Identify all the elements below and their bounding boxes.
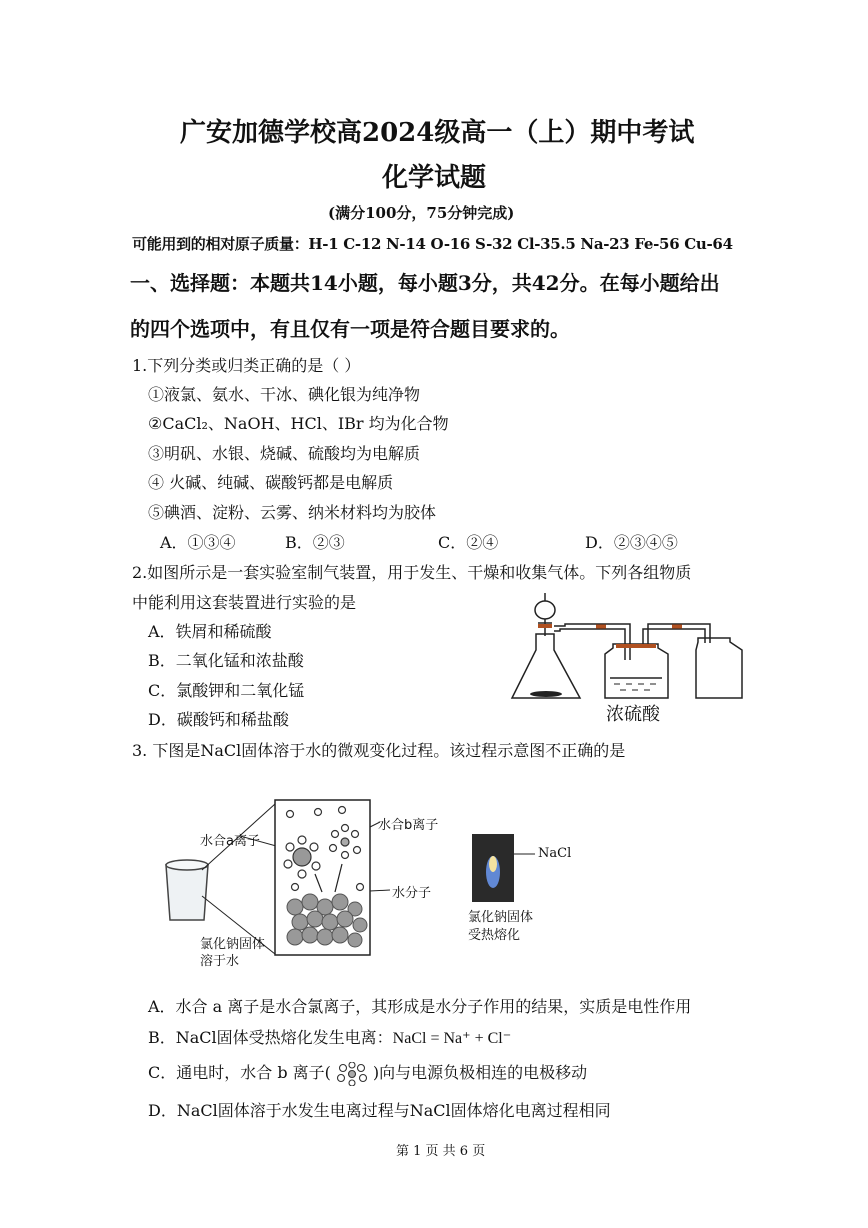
q3-option-c[interactable] [148,1060,587,1086]
q3-option-a[interactable]: A．水合 a 离子是水合氯离子，其形成是水分子作用的结果，实质是电性作用 [148,997,692,1016]
melt-label-line1: 氯化钠固体 [468,910,534,925]
q1-option-d[interactable]: D．②③④⑤ [585,533,678,552]
conc-sulfuric-acid-label: 浓硫酸 [606,704,660,725]
q1-option-c[interactable]: C．②④ [438,533,499,552]
flame-photo [472,834,535,902]
q1-option-a[interactable]: A．①③④ [160,533,236,552]
nacl-flame-label: NaCl [538,846,572,861]
subject-title: 化学试题 [382,163,487,193]
q1-item: ①液氯、氨水、干冰、碘化银为纯净物 [148,385,421,404]
q1-item: ②CaCl₂、NaOH、HCl、IBr 均为化合物 [148,414,449,433]
q1-stem: 1.下列分类或归类正确的是（ ） [132,356,361,375]
q1-item: ③明矾、水银、烧碱、硫酸均为电解质 [148,444,421,463]
q2-option-d[interactable]: D．碳酸钙和稀盐酸 [148,710,289,729]
hydrated-a-ion-label: 水合a离子 [200,834,260,849]
q3-option-c-suffix: )向与电源负极相连的电极移动 [372,1063,588,1082]
q1-item: ④ 火碱、纯碱、碳酸钙都是电解质 [148,473,394,492]
hydrated-b-ion-icon [331,1062,373,1086]
q1-item: ⑤碘酒、淀粉、云雾、纳米材料均为胶体 [148,503,437,522]
melt-label-line2: 受热熔化 [468,928,521,943]
atomic-masses: 可能用到的相对原子质量：H-1 C-12 N-14 O-16 S-32 Cl-35.5 Na-23 Fe-56 Cu-64 [132,235,733,253]
beaker-icon [166,860,208,920]
water-molecule-label: 水分子 [392,886,432,901]
q2-stem-line1: 2.如图所示是一套实验室制气装置，用于发生、干燥和收集气体。下列各组物质 [132,563,692,582]
q3-option-d[interactable]: D．NaCl固体溶于水发生电离过程与NaCl固体熔化电离过程相同 [148,1101,611,1120]
q3-option-c-prefix: C．通电时，水合 b 离子( [148,1063,331,1082]
hydrated-b-ion-label: 水合b离子 [378,818,439,833]
nacl-ionization-equation: NaCl = Na⁺ + Cl⁻ [392,1030,512,1047]
section-heading-line1: 一、选择题：本题共14小题，每小题3分，共42分。在每小题给出 [130,271,720,295]
score-note: (满分100分，75分钟完成) [328,204,515,222]
q2-option-c[interactable]: C．氯酸钾和二氧化锰 [148,681,305,700]
beaker-label-line2: 溶于水 [200,954,240,969]
q3-option-b[interactable] [148,1025,511,1048]
q2-stem-line2: 中能利用这套装置进行实验的是 [132,593,357,612]
section-heading-line2: 的四个选项中，有且仅有一项是符合题目要求的。 [130,317,570,341]
q3-option-b-text: B．NaCl固体受热熔化发生电离： [148,1028,393,1047]
q1-option-b[interactable]: B．②③ [285,533,345,552]
exam-title: 广安加德学校高2024级高一（上）期中考试 [180,118,695,148]
q3-stem: 3. 下图是NaCl固体溶于水的微观变化过程。该过程示意图不正确的是 [132,741,626,760]
beaker-label-line1: 氯化钠固体 [200,937,266,952]
q2-option-a[interactable]: A．铁屑和稀硫酸 [148,622,272,641]
page-number: 第 1 页 共 6 页 [396,1144,486,1159]
q2-option-b[interactable]: B．二氧化锰和浓盐酸 [148,651,304,670]
